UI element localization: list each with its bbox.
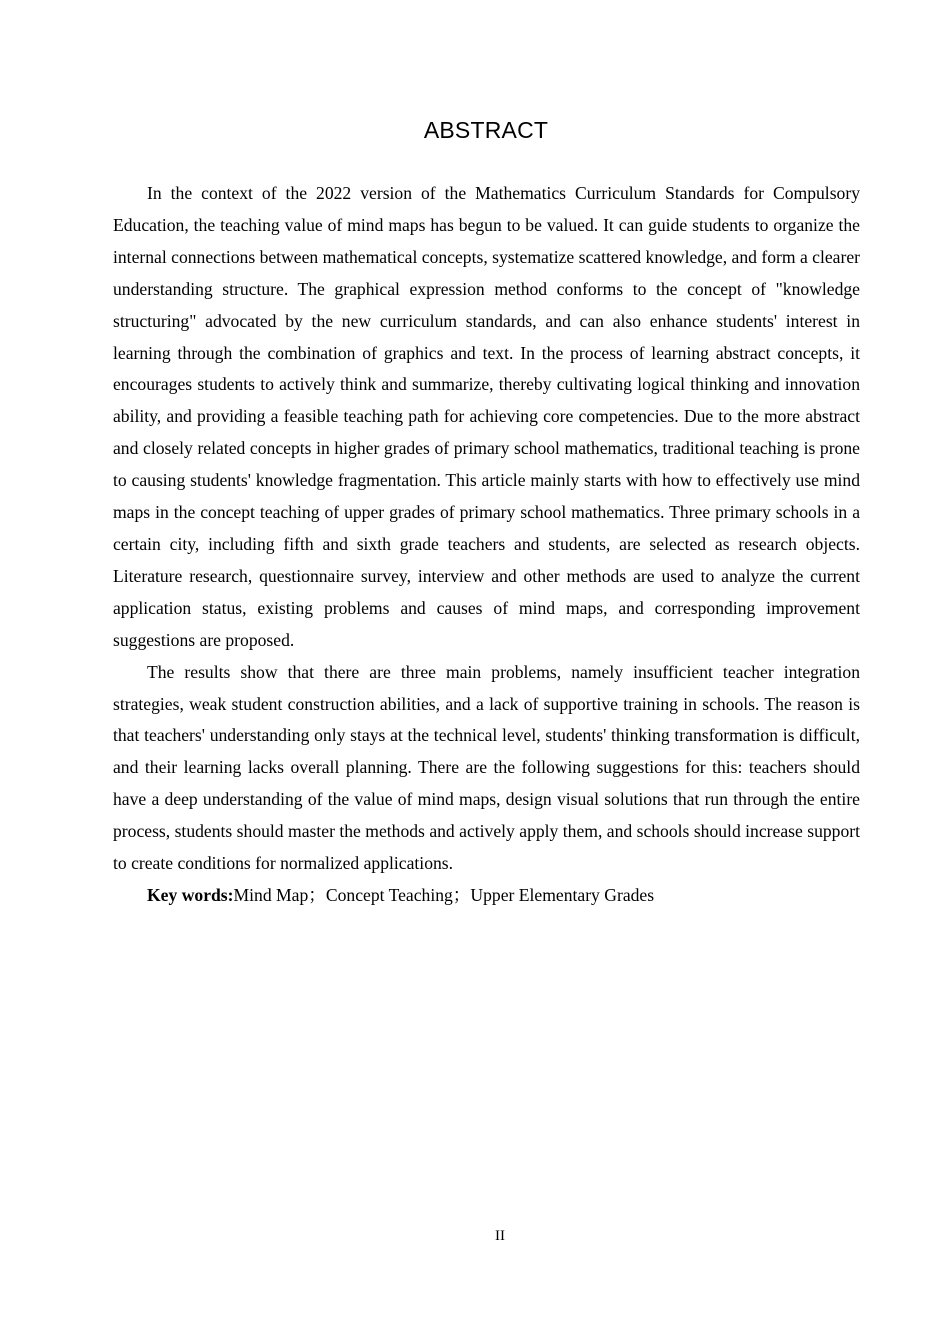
keywords-label: Key words:: [147, 884, 234, 905]
abstract-paragraph-2: The results show that there are three main problems, namely insufficient teacher integration strategies, weak student construction abilities, and a lack of supportive training in schools. The reason is that teachers' understanding only stays at the technical level, students' thinking transformation is difficult, and their learning lacks overall planning. There are the following suggestions for this: teachers should have a deep understanding of the value of mind maps, design visual solutions that run through the entire process, students should master the methods and actively apply them, and schools should increase support to create conditions for normalized applications.: [113, 661, 860, 874]
keywords-list: Mind Map；Concept Teaching；Upper Elementary Grades: [233, 884, 655, 905]
abstract-body: [113, 178, 860, 912]
abstract-paragraph-1: In the context of the 2022 version of the Mathematics Curriculum Standards for Compulsory Education, the teaching value of mind maps has begun to be valued. It can guide students to organize the internal connections between mathematical concepts, systematize scattered knowledge, and form a clearer understanding structure. The graphical expression method conforms to the concept of "knowledge structuring" advocated by the new curriculum standards, and can also enhance students' interest in learning through the combination of graphics and text. In the process of learning abstract concepts, it encourages students to actively think and summarize, thereby cultivating logical thinking and innovation ability, and providing a feasible teaching path for achieving core competencies. Due to the more abstract and closely related concepts in higher grades of primary school mathematics, traditional teaching is prone to causing students' knowledge fragmentation. This article mainly starts with how to effectively use mind maps in the concept teaching of upper grades of primary school mathematics. Three primary schools in a certain city, including fifth and sixth grade teachers and students, are selected as research objects. Literature research, questionnaire survey, interview and other methods are used to analyze the current application status, existing problems and causes of mind maps, and corresponding improvement suggestions are proposed.: [113, 183, 860, 650]
page-number: II: [495, 1228, 505, 1244]
keywords-line: [113, 880, 860, 912]
abstract-title: ABSTRACT: [423, 117, 549, 143]
